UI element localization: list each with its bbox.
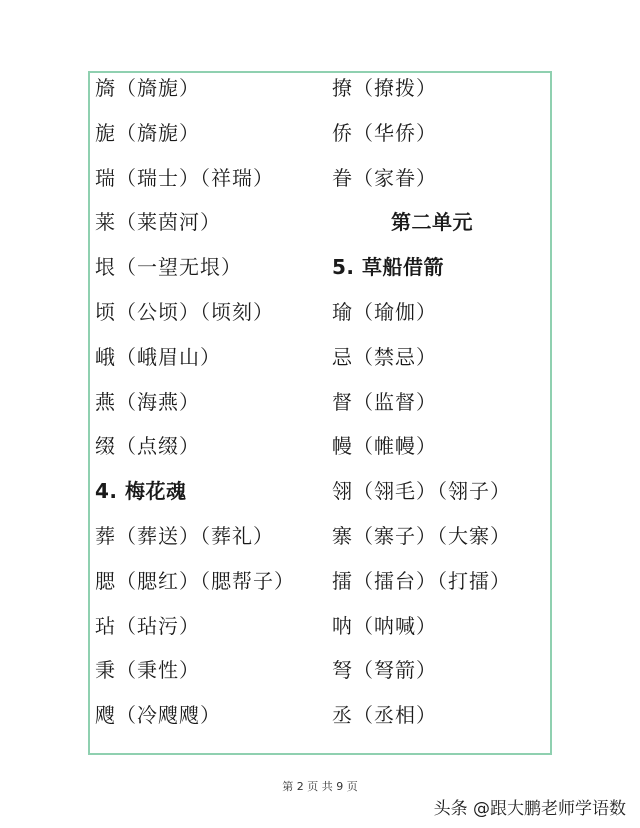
- vocab-entry: 幔（帷幔）: [332, 434, 437, 459]
- section-heading: 4. 梅花魂: [95, 479, 187, 504]
- vocab-entry: 呐（呐喊）: [332, 613, 437, 638]
- vocab-entry: 葬（葬送）（葬礼）: [95, 523, 274, 548]
- vocab-entry: 顷（公顷）（顷刻）: [95, 299, 274, 324]
- vocab-entry: 峨（峨眉山）: [95, 344, 221, 369]
- section-heading: 第二单元: [391, 210, 473, 235]
- vocab-entry: 飕（冷飕飕）: [95, 703, 221, 728]
- vocab-entry: 莱（莱茵河）: [95, 210, 221, 235]
- vocab-entry: 玷（玷污）: [95, 613, 200, 638]
- vocab-entry: 缀（点缀）: [95, 434, 200, 459]
- vocab-entry: 燕（海燕）: [95, 389, 200, 414]
- vocab-entry: 弩（弩箭）: [332, 658, 437, 683]
- watermark-text: 头条 @跟大鹏老师学语数: [433, 799, 626, 819]
- vocab-entry: 瑞（瑞士）（祥瑞）: [95, 165, 274, 190]
- vocab-entry: 撩（撩拨）: [332, 76, 437, 100]
- vocab-entry: 眷（家眷）: [332, 165, 437, 190]
- vocab-entry: 旎（旖旎）: [95, 120, 200, 145]
- vocab-entry: 腮（腮红）（腮帮子）: [95, 568, 295, 593]
- vocab-entry: 擂（擂台）（打擂）: [332, 568, 511, 593]
- vocab-entry: 旖（旖旎）: [95, 76, 200, 100]
- vocab-entry: 垠（一望无垠）: [95, 255, 242, 280]
- page-footer: 第 2 页 共 9 页: [282, 780, 358, 793]
- vocab-entry: 督（监督）: [332, 389, 437, 414]
- vocab-entry: 翎（翎毛）（翎子）: [332, 479, 511, 504]
- left-column: [95, 66, 295, 738]
- vocab-entry: 侨（华侨）: [332, 120, 437, 145]
- vocab-entry: 丞（丞相）: [332, 703, 437, 728]
- vocab-entry: 瑜（瑜伽）: [332, 299, 437, 324]
- vocab-entry: 秉（秉性）: [95, 658, 200, 683]
- section-heading: 5. 草船借箭: [332, 255, 444, 280]
- right-column: [332, 66, 532, 738]
- vocab-entry: 忌（禁忌）: [332, 344, 437, 369]
- vocab-entry: 寨（寨子）（大寨）: [332, 523, 511, 548]
